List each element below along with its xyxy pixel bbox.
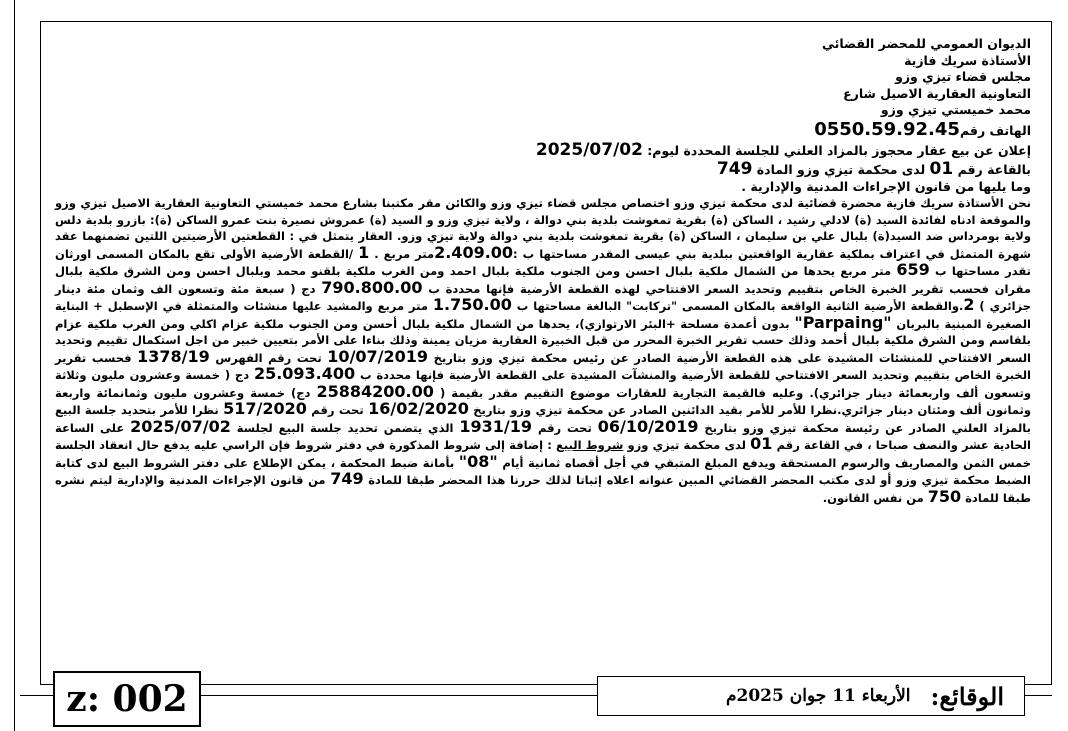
final-text-mid: من قانون الإجراءات المدنية والإدارية ليتم نشره طبقا للمادة	[55, 473, 1031, 505]
footer-rule-right	[1025, 695, 1052, 696]
total-area: 2.409.00	[434, 242, 514, 262]
notice-paragraph	[53, 195, 1031, 506]
lot1-number: 1	[358, 242, 370, 262]
phone-line	[53, 119, 1031, 141]
lot2-area: 1.750.00	[432, 295, 512, 314]
lot2-text-d: فحسب تقرير الخبرة الخاص بتقييم وتحديد السعر الافتتاحي للقطعة الأرضية والمنشآت المشيدة على القطعة الأرضية فإنها محددة ب	[55, 350, 1031, 382]
footer-rule-left	[20, 695, 53, 696]
area-unit: متر مربع .	[374, 246, 435, 261]
sale-order-date: 06/10/2019	[597, 416, 699, 436]
final-text: بأمانة ضبط المحكمة ، يمكن الإطلاع على دفتر الشروط البيع لدى كتابة الضبط محكمة تيزي وزو أو لدى مكتب المحضر القضائي المبين عنوانه اعلاه إثباتا لذلك حررنا هذا المحضر طبقا للمادة	[55, 455, 1031, 487]
z-code-box	[53, 671, 201, 727]
sale-order-number: 1931/19	[459, 416, 533, 436]
phone-number: 0550.59.92.45	[814, 118, 960, 140]
days-number: "08"	[458, 451, 498, 471]
lot2-text-c: بدون أعمدة مسلحة +البئر الارتوازي)، يحدها من الشمال ملكية بلبال أحسن ومن الجنوب ملكية عزام اكلي ومن الغرب ملكية عزام بلقاسم ومن الشرق ملكية بلبال أحمد وذلك حسب تقرير الخبرة المحرر من قبل الخبيرة العقارية مزيان يمينة وذلك بناءا على الأمر بتعيين خبير من اجل استكمال تقييم وتحديد السعر الافتتاحي للمنشئات المشيدة على هذه القطعة الأرضية الصادر عن رئيس محكمة تيزي وزو بتاريخ	[55, 316, 1031, 365]
total-commercial-value: 25884200.00	[316, 381, 434, 401]
notice-title	[53, 141, 1031, 160]
office-name: الديوان العمومي للمحضر القضائي	[822, 36, 1031, 51]
expert-order-number: 1378/19	[137, 346, 210, 366]
lot2-text-e: دج ( خمسة وعشرون مليون وثلاثة وتسعون ألف واربعمائة دينار جزائري). وعليه فالقيمة التجارية للعقارات موضوع التقييم مقدر بقيمة (	[55, 368, 1031, 400]
creditors-order-number: 517/2020	[223, 399, 307, 418]
lot1-area: 659	[896, 260, 930, 279]
session-text: الذي يتضمن تحديد جلسة البيع لجلسة	[236, 420, 454, 435]
notice-header	[53, 36, 1031, 195]
newspaper-name: الوقائع:	[930, 681, 1004, 711]
court-room-line	[53, 160, 1031, 179]
terms-text: : إضافة إلى شروط المذكورة في دفتر شروط فإن الراسي عليه يدفع حال انعقاد الجلسة خمس الثمن والمصاريف والرسوم المستحقة ويدفع المبلغ المتبقي في أجل أقصاه ثمانية أيام	[55, 438, 1031, 470]
court-room-number: 01	[929, 158, 954, 179]
notice-title-text: إعلان عن بيع عقار محجوز بالمزاد العلني للجلسة المحددة ليوم:	[647, 142, 1031, 158]
court-council: مجلس قضاء تيزي وزو	[895, 69, 1031, 84]
session-time-text: على الساعة الحادية عشر والنصف صباحا ، في القاعة رقم	[55, 420, 1031, 452]
sale-order-text: نظرا للأمر بتحديد جلسة البيع بالمزاد العلني الصادر عن رئيسة محكمة تيزي وزو بتاريخ	[55, 403, 1031, 435]
lot1-text-a: /القطعة الأرضية الأولى تقع بالمكان المسمى اورثان تقدر مساحتها ب	[55, 246, 1031, 278]
parpaing-word: "Parpaing"	[794, 312, 892, 332]
bailiff-name: الأستاذة سريك فازية	[904, 52, 1031, 68]
article-750: 750	[927, 486, 962, 506]
terms-label: شروط البيع	[556, 438, 624, 452]
court-room-pre: بالقاعة رقم	[957, 161, 1031, 177]
sale-order-mid: تحت رقم	[537, 420, 592, 435]
court-article-number: 749	[716, 158, 753, 179]
lot2-price: 25.093.400	[253, 364, 356, 383]
address-line-2: محمد خميستي تيزي وزو	[880, 102, 1031, 117]
expert-order-date: 10/07/2019	[327, 346, 429, 366]
issue-date: الأربعاء 11 جوان 2025م	[725, 686, 911, 706]
lot2-text-a: .والقطعة الأرضية الثانية الواقعة بالمكان المسمى "تركابت" البالغة مساحتها ب	[516, 299, 964, 313]
session-room-number: 01	[750, 434, 773, 453]
lot1-text-c: دج ( سبعة مئة وتسعون الف وثمان مئة دينار جزائري )	[55, 281, 1031, 313]
creditors-order-mid: تحت رقم	[311, 403, 364, 417]
law-reference: وما يليها من قانون الإجراءات المدنية والإدارية .	[741, 178, 1031, 194]
lot1-text-b: متر مربع يحدها من الشمال ملكية بلبال احسن ومن الجنوب ملكية بلبال احمد ومن الغرب ملكية بلقنو محمد وبلبال احسن ومن الشرق ملكية بلبال مقران فحسب تقرير الخبرة الخاص بتقييم وتحديد السعر الافتتاحي لهذه القطعة الأرضية فإنها محددة ب	[55, 264, 1031, 296]
phone-label: الهاتف رقم	[959, 122, 1031, 138]
lot2-text-b: متر مربع والمشيد عليها منشئات والمتمثلة في الإسطبل + البناية الصغيرة المبنية بالبربان	[55, 299, 1031, 331]
lot2-number: 2	[963, 295, 975, 314]
address-line-1: التعاونية العقارية الاصيل شارع	[843, 85, 1031, 101]
footer-rule-middle	[201, 695, 597, 696]
notice-title-date: 2025/07/02	[535, 139, 643, 160]
session-date: 2025/07/02	[130, 416, 231, 436]
final-text-end: من نفس القانون.	[822, 490, 924, 505]
lot1-price: 790.800.00	[321, 277, 423, 297]
left-column-rule	[0, 0, 15, 731]
article-749: 749	[330, 469, 364, 488]
intro-text: نحن الأستاذة سريك فازية محضرة قضائية لدى محكمة تيزي وزو اختصاص مجلس قضاء تيزي وزو والكائن مقر مكتبنا بشارع محمد خميستي التعاونية العقارية الاصيل تيزي وزو والموقعة ادناه لفائدة السيد (ة) لادلي رشيد ، الساكن (ة) بقرية تمغوشت بلدية بني دوالة ، ولاية تيزي وزو و السيد (ة) عمروش نصيرة بنت عمرو الساكن (ة): بازرو بلدية دلس ولاية بومرداس ضد السيد(ة) بلبال علي بن سليمان ، الساكن (ة) بقرية تمغوشت بلدية بني دوالة ولاية تيزي وزو. العقار يتمثل في : القطعتين الأرضيتين اللتين تضمنهما عقد شهرة المتمثل في اعتراف بملكية عقارية الواقعتين ببلدية بني عيسى المقدر مساحتها ب :	[55, 196, 1031, 261]
z-code: z: 002	[66, 678, 188, 720]
expert-order-mid: تحت رقم الفهرس	[215, 350, 322, 365]
publication-date-box	[597, 676, 1025, 716]
terms-pre: لدى محكمة تيزي وزو	[627, 438, 746, 452]
total-value-text: دج) خمسة وعشرون مليون وثمانمائة واربعة وثمانون ألف ومئتان دينار جزائري.نظرا للأمر للأمر بقيد الدائنين الصادر عن محكمة تيزي وزو بتاريخ	[55, 385, 1031, 417]
creditors-order-date: 16/02/2020	[368, 399, 469, 418]
legal-notice-body	[53, 36, 1031, 676]
court-room-mid: لدى محكمة تيزي وزو المادة	[756, 161, 926, 177]
